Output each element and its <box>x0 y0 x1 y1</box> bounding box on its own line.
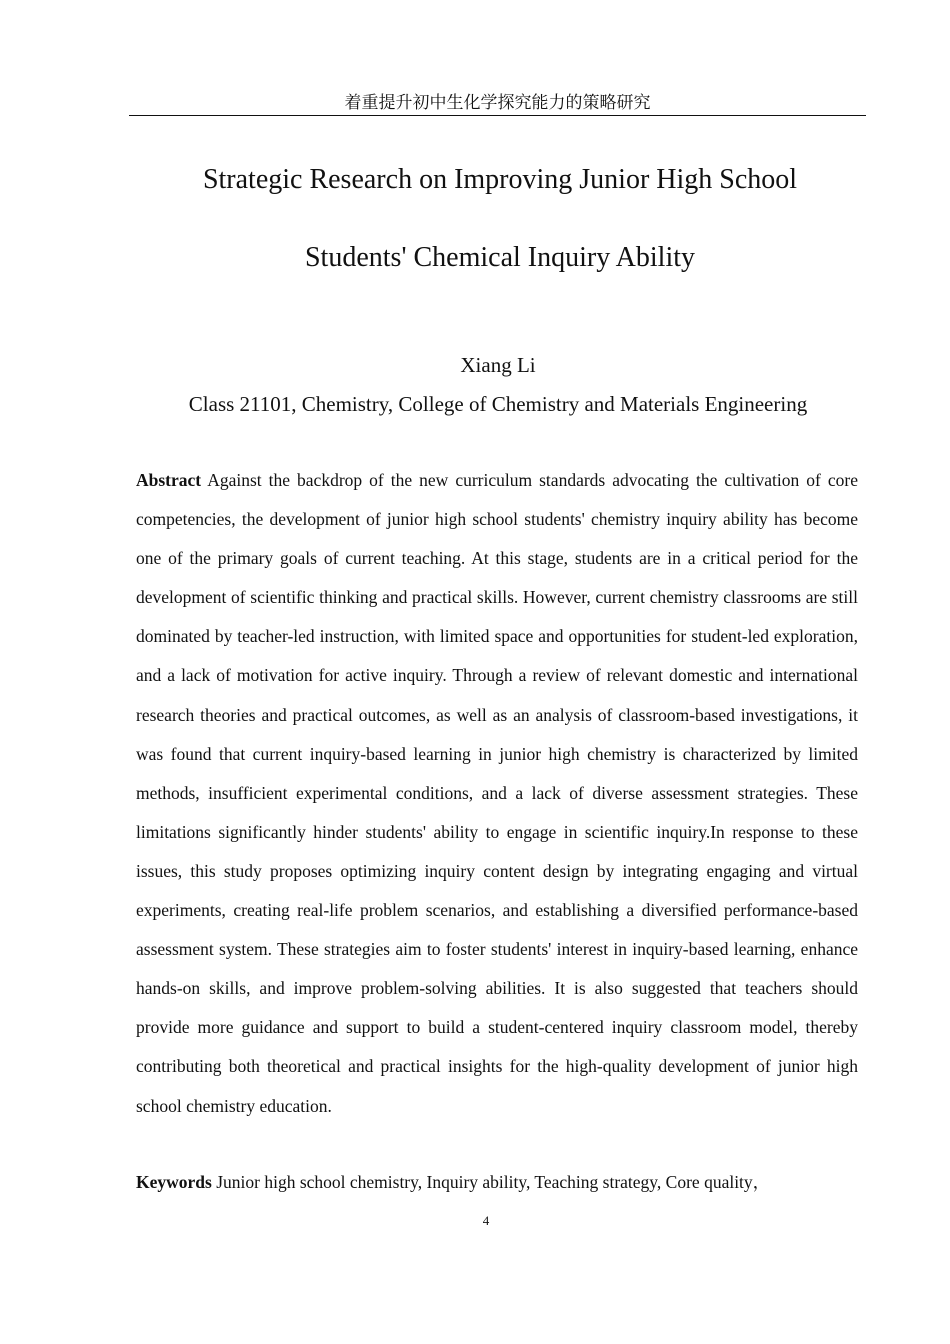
keywords-text: Junior high school chemistry, Inquiry ability, Teaching strategy, Core quality， <box>216 1172 771 1192</box>
paper-title <box>100 141 900 297</box>
page-number: 4 <box>482 1213 490 1228</box>
paper-title-line-1: Strategic Research on Improving Junior High School <box>202 164 798 195</box>
abstract-paragraph <box>136 461 858 1126</box>
author-name: Xiang Li <box>460 353 536 377</box>
paper-title-line-2: Students' Chemical Inquiry Ability <box>304 242 696 273</box>
keywords-paragraph <box>136 1163 858 1202</box>
abstract-text: Against the backdrop of the new curriculum standards advocating the cultivation of core competencies, the development of junior high school students' chemistry inquiry ability has become one of the primary goals of current teaching. At this stage, students are in a critical period for the development of scientific thinking and practical skills. However, current chemistry classrooms are still dominated by teacher-led instruction, with limited space and opportunities for student-led exploration, and a lack of motivation for active inquiry. Through a review of relevant domestic and international research theories and practical outcomes, as well as an analysis of classroom-based investigations, it was found that current inquiry-based learning in junior high chemistry is characterized by limited methods, insufficient experimental conditions, and a lack of diverse assessment strategies. These limitations significantly hinder students' ability to engage in scientific inquiry.In response to these issues, this study proposes optimizing inquiry content design by integrating engaging and virtual experiments, creating real-life problem scenarios, and establishing a diversified performance-based assessment system. These strategies aim to foster students' interest in inquiry-based learning, enhance hands-on skills, and improve problem-solving abilities. It is also suggested that teachers should provide more guidance and support to build a student-centered inquiry classroom model, thereby contributing both theoretical and practical insights for the high-quality development of junior high school chemistry education. <box>136 470 858 1116</box>
abstract-label: Abstract <box>136 470 202 490</box>
keywords-label: Keywords <box>136 1172 212 1192</box>
running-header: 着重提升初中生化学探究能力的策略研究 <box>344 93 651 113</box>
header-rule <box>129 115 866 116</box>
author-affiliation: Class 21101, Chemistry, College of Chemistry and Materials Engineering <box>188 392 808 416</box>
